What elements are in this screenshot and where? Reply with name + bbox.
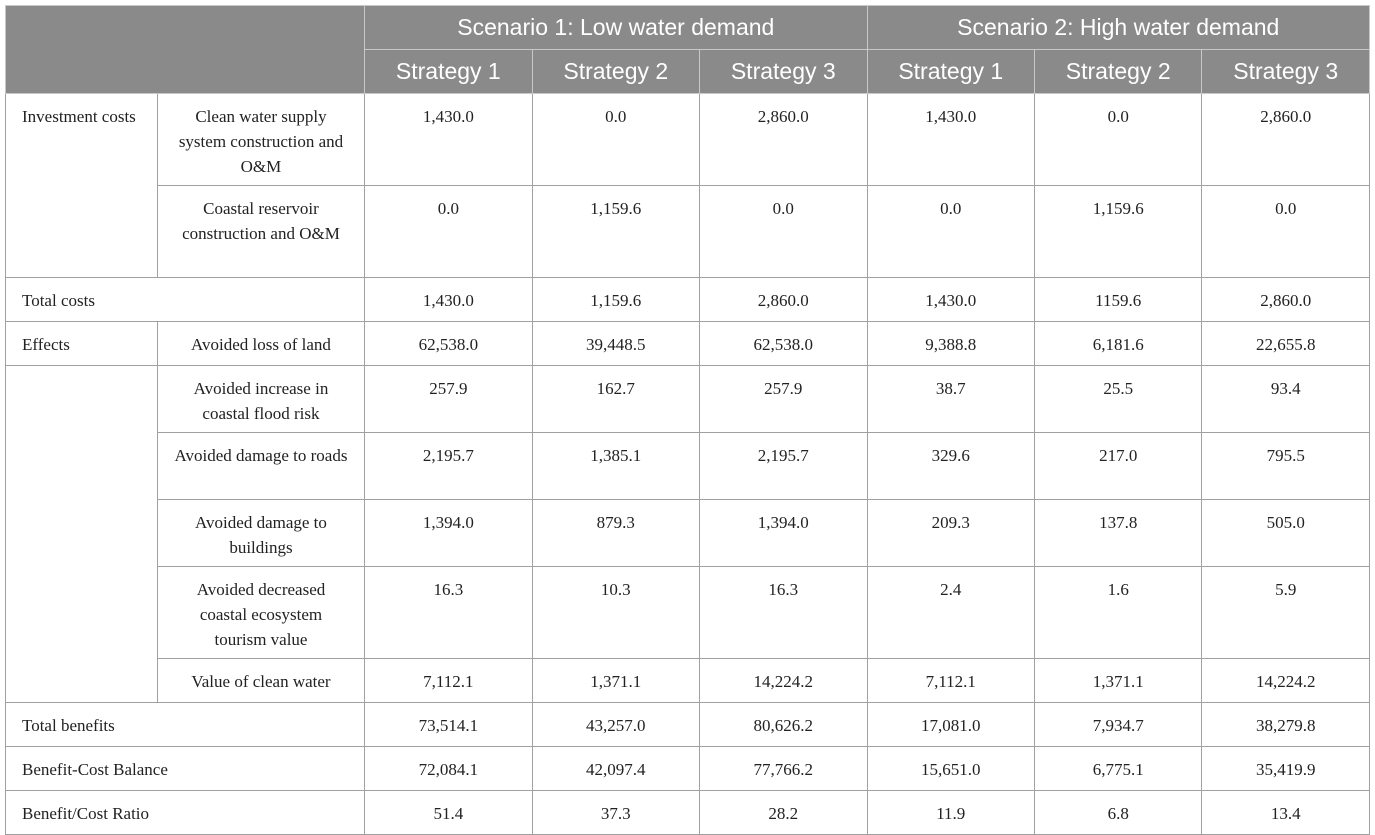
table-cell: 37.3 xyxy=(532,791,699,835)
table-cell: 879.3 xyxy=(532,500,699,567)
table-cell: 73,514.1 xyxy=(365,703,532,747)
table-cell: 39,448.5 xyxy=(532,322,699,366)
table-row xyxy=(6,278,1370,322)
table-cell: 2.4 xyxy=(867,567,1034,659)
table-cell: 1,385.1 xyxy=(532,433,699,500)
table-cell: 0.0 xyxy=(1202,186,1370,278)
strategy-header: Strategy 2 xyxy=(532,50,699,94)
table-cell: 62,538.0 xyxy=(700,322,868,366)
table-cell: 11.9 xyxy=(867,791,1034,835)
table-cell: 16.3 xyxy=(365,567,532,659)
table-cell: 38,279.8 xyxy=(1202,703,1370,747)
table-cell: 217.0 xyxy=(1034,433,1201,500)
table-cell: 0.0 xyxy=(532,94,699,186)
table-cell: 42,097.4 xyxy=(532,747,699,791)
table-cell: 0.0 xyxy=(365,186,532,278)
table-row xyxy=(6,366,1370,433)
table-cell: 2,860.0 xyxy=(1202,278,1370,322)
table-cell: 1,159.6 xyxy=(532,186,699,278)
table-cell: 17,081.0 xyxy=(867,703,1034,747)
category-effects: Effects xyxy=(6,322,158,366)
strategy-header: Strategy 1 xyxy=(365,50,532,94)
table-cell: 2,195.7 xyxy=(700,433,868,500)
row-label: Coastal reservoir construction and O&M xyxy=(157,186,364,278)
table-cell: 1,371.1 xyxy=(1034,659,1201,703)
table-cell: 2,860.0 xyxy=(700,278,868,322)
header-row-scenarios xyxy=(6,6,1370,50)
scenario-2-header: Scenario 2: High water demand xyxy=(867,6,1369,50)
row-label-total-costs: Total costs xyxy=(6,278,365,322)
row-label: Clean water supply system construction and O&M xyxy=(157,94,364,186)
table-cell: 1,394.0 xyxy=(700,500,868,567)
table-cell: 1,430.0 xyxy=(365,94,532,186)
row-label-benefit-cost-ratio: Benefit/Cost Ratio xyxy=(6,791,365,835)
table-row xyxy=(6,186,1370,278)
table-cell: 209.3 xyxy=(867,500,1034,567)
table-cell: 7,112.1 xyxy=(365,659,532,703)
table-cell: 1,159.6 xyxy=(1034,186,1201,278)
table-cell: 7,934.7 xyxy=(1034,703,1201,747)
table-cell: 329.6 xyxy=(867,433,1034,500)
table-cell: 2,195.7 xyxy=(365,433,532,500)
table-cell: 162.7 xyxy=(532,366,699,433)
row-label: Avoided loss of land xyxy=(157,322,364,366)
table-cell: 35,419.9 xyxy=(1202,747,1370,791)
table-cell: 1,430.0 xyxy=(867,278,1034,322)
row-label: Avoided decreased coastal ecosystem tourism value xyxy=(157,567,364,659)
table-cell: 0.0 xyxy=(1034,94,1201,186)
table-cell: 14,224.2 xyxy=(1202,659,1370,703)
row-label: Value of clean water xyxy=(157,659,364,703)
table-cell: 16.3 xyxy=(700,567,868,659)
table-cell: 1159.6 xyxy=(1034,278,1201,322)
table-cell: 5.9 xyxy=(1202,567,1370,659)
table-cell: 1,159.6 xyxy=(532,278,699,322)
category-investment-costs: Investment costs xyxy=(6,94,158,278)
table-cell: 51.4 xyxy=(365,791,532,835)
table-row xyxy=(6,567,1370,659)
table-cell: 0.0 xyxy=(867,186,1034,278)
table-cell: 6,181.6 xyxy=(1034,322,1201,366)
row-label: Avoided damage to buildings xyxy=(157,500,364,567)
table-row xyxy=(6,703,1370,747)
table-cell: 795.5 xyxy=(1202,433,1370,500)
table-cell: 257.9 xyxy=(365,366,532,433)
table-cell: 6.8 xyxy=(1034,791,1201,835)
table-cell: 80,626.2 xyxy=(700,703,868,747)
cost-benefit-table xyxy=(5,5,1370,835)
table-cell: 1,371.1 xyxy=(532,659,699,703)
table-cell: 72,084.1 xyxy=(365,747,532,791)
table-cell: 6,775.1 xyxy=(1034,747,1201,791)
strategy-header: Strategy 1 xyxy=(867,50,1034,94)
table-row xyxy=(6,433,1370,500)
table-row xyxy=(6,500,1370,567)
table-cell: 22,655.8 xyxy=(1202,322,1370,366)
row-label-total-benefits: Total benefits xyxy=(6,703,365,747)
table-cell: 1.6 xyxy=(1034,567,1201,659)
table-cell: 257.9 xyxy=(700,366,868,433)
table-cell: 25.5 xyxy=(1034,366,1201,433)
table-cell: 1,430.0 xyxy=(365,278,532,322)
header-empty-cell xyxy=(6,6,365,94)
strategy-header: Strategy 2 xyxy=(1034,50,1201,94)
table-cell: 0.0 xyxy=(700,186,868,278)
table-cell: 15,651.0 xyxy=(867,747,1034,791)
table-cell: 93.4 xyxy=(1202,366,1370,433)
row-label: Avoided increase in coastal flood risk xyxy=(157,366,364,433)
table-cell: 14,224.2 xyxy=(700,659,868,703)
table-cell: 2,860.0 xyxy=(1202,94,1370,186)
table-row xyxy=(6,747,1370,791)
strategy-header: Strategy 3 xyxy=(700,50,868,94)
row-label: Avoided damage to roads xyxy=(157,433,364,500)
category-effects-continued xyxy=(6,366,158,703)
table-cell: 7,112.1 xyxy=(867,659,1034,703)
table-cell: 1,394.0 xyxy=(365,500,532,567)
strategy-header: Strategy 3 xyxy=(1202,50,1370,94)
table-cell: 1,430.0 xyxy=(867,94,1034,186)
row-label-benefit-cost-balance: Benefit-Cost Balance xyxy=(6,747,365,791)
table-cell: 10.3 xyxy=(532,567,699,659)
table-cell: 137.8 xyxy=(1034,500,1201,567)
table-cell: 9,388.8 xyxy=(867,322,1034,366)
table-row xyxy=(6,791,1370,835)
table-row xyxy=(6,94,1370,186)
table-cell: 505.0 xyxy=(1202,500,1370,567)
scenario-1-header: Scenario 1: Low water demand xyxy=(365,6,867,50)
table-row xyxy=(6,322,1370,366)
table-cell: 62,538.0 xyxy=(365,322,532,366)
table-cell: 2,860.0 xyxy=(700,94,868,186)
table-cell: 43,257.0 xyxy=(532,703,699,747)
table-row xyxy=(6,659,1370,703)
table-cell: 13.4 xyxy=(1202,791,1370,835)
table-cell: 28.2 xyxy=(700,791,868,835)
table-cell: 77,766.2 xyxy=(700,747,868,791)
table-cell: 38.7 xyxy=(867,366,1034,433)
